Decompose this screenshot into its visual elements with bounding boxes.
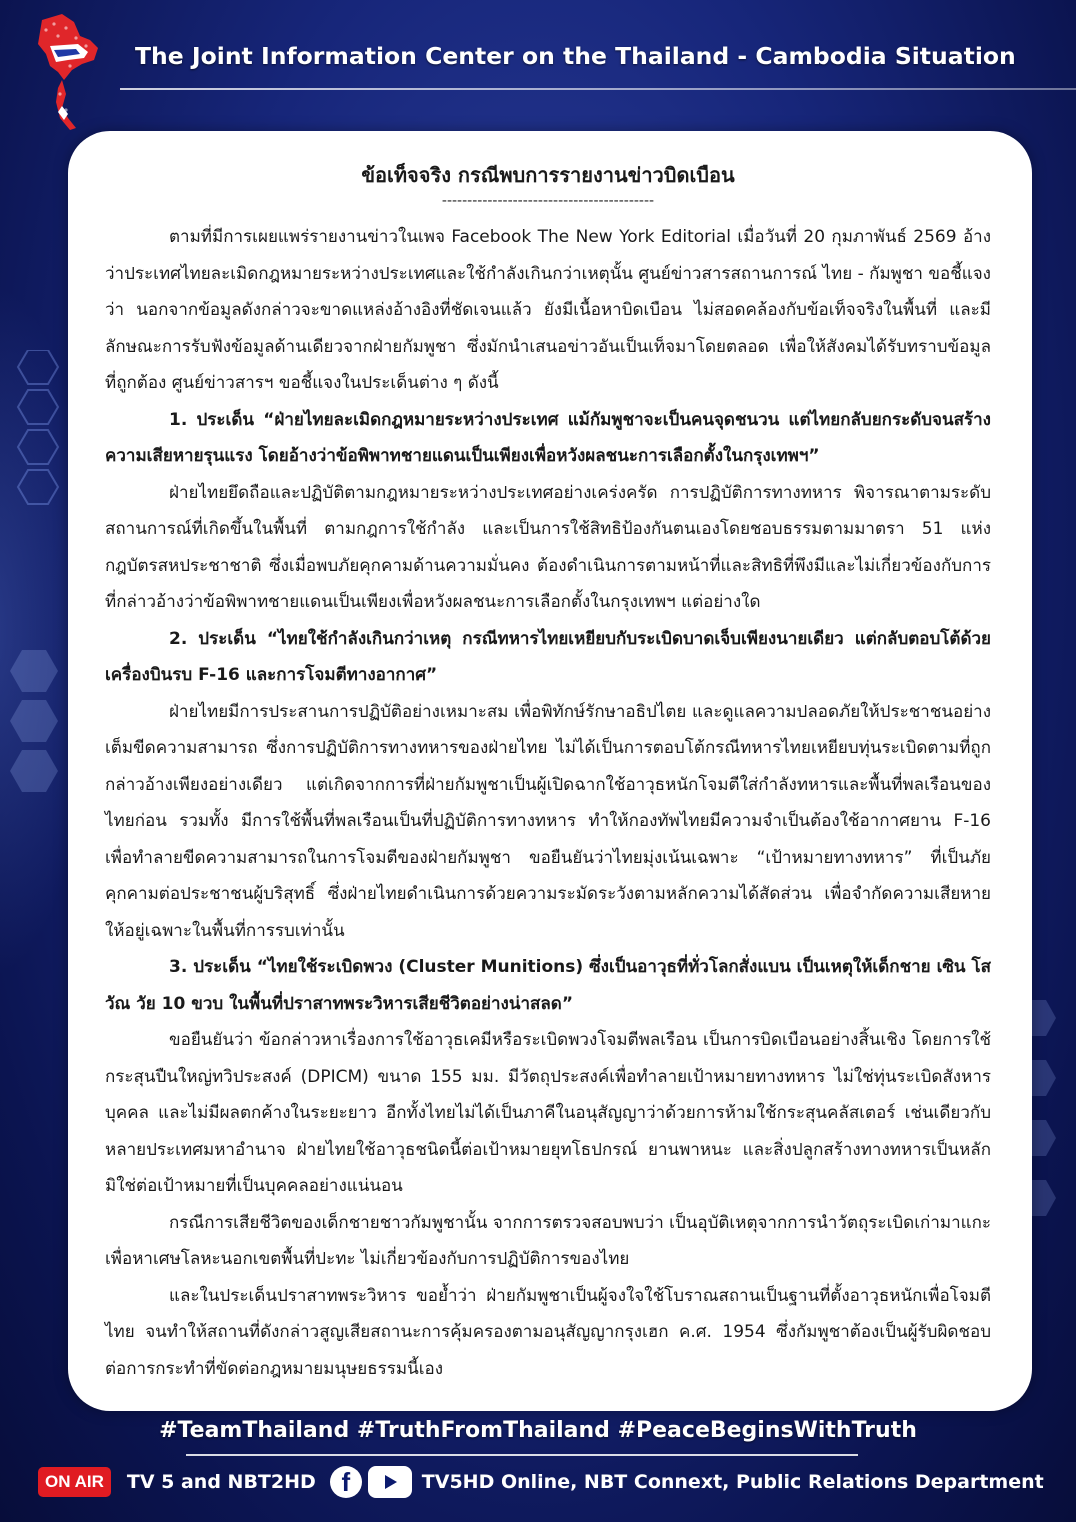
issue-2-heading: 2. ประเด็น “ไทยใช้กำลังเกินกว่าเหตุ กรณีทหารไทยเหยียบกับระเบิดบาดเจ็บเพียงนายเดียว แต่กลับตอบโต้ด้วยเครื่องบินรบ F-16 และการโจมตีทางอากาศ” [105, 628, 991, 685]
thailand-map-logo [28, 10, 108, 135]
hashtag-divider [186, 1454, 858, 1456]
footer-hashtags [0, 1418, 1076, 1443]
social-icons [330, 1466, 412, 1498]
youtube-icon [368, 1466, 412, 1498]
issue-1-heading: 1. ประเด็น “ฝ่ายไทยละเมิดกฎหมายระหว่างประเทศ แม้กัมพูชาจะเป็นคนจุดชนวน แต่ไทยกลับยกระดับจนสร้างความเสียหายรุนแรง โดยอ้างว่าข้อพิพาทชายแดนเป็นเพียงเพื่อหวังผลชนะการเลือกตั้งในกรุงเทพฯ” [105, 409, 991, 466]
header-banner [0, 0, 1076, 125]
title-dash-rule: ------------------------------------------ [441, 193, 655, 209]
broadcast-bar [38, 1463, 1048, 1501]
hashtag-line: #TeamThailand #TruthFromThailand #PeaceBeginsWithTruth [159, 1418, 917, 1443]
banner-divider [120, 88, 1076, 90]
document-body [105, 159, 991, 1387]
facebook-icon: f [330, 1466, 362, 1498]
on-air-badge: ON AIR [38, 1467, 111, 1497]
issue-2-response: ฝ่ายไทยมีการประสานการปฏิบัติอย่างเหมาะสม เพื่อพิทักษ์รักษาอธิปไตย และดูแลความปลอดภัยให้ประชาชนอย่างเต็มขีดความสามารถ ซึ่งการปฏิบัติการทางทหารของฝ่ายไทย ไม่ได้เป็นการตอบโต้กรณีทหารไทยเหยียบทุ่นระเบิดตามที่ถูกกล่าวอ้างเพียงอย่างเดียว แต่เกิดจากการที่ฝ่ายกัมพูชาเป็นผู้เปิดฉากใช้อาวุธหนักโจมตีใส่กำลังทหารและพื้นที่พลเรือนของไทยก่อน รวมทั้ง มีการใช้พื้นที่พลเรือนเป็นที่ปฏิบัติการทางทหาร ทำให้กองทัพไทยมีความจำเป็นต้องใช้อากาศยาน F-16 เพื่อทำลายขีดความสามารถในการโจมตีของฝ่ายกัมพูชา ขอยืนยันว่าไทยมุ่งเน้นเฉพาะ “เป้าหมายทางทหาร” ที่เป็นภัยคุกคามต่อประชาชนผู้บริสุทธิ์ ซึ่งฝ่ายไทยดำเนินการด้วยความระมัดระวังตามหลักความได้สัดส่วน เพื่อจำกัดความเสียหายให้อยู่เฉพาะในพื้นที่การรบเท่านั้น [105, 701, 991, 941]
intro-paragraph: ตามที่มีการเผยแพร่รายงานข่าวในเพจ Facebook The New York Editorial เมื่อวันที่ 20 กุมภาพันธ์ 2569 อ้างว่าประเทศไทยละเมิดกฎหมายระหว่างประเทศและใช้กำลังเกินกว่าเหตุนั้น ศูนย์ข่าวสารสถานการณ์ ไทย - กัมพูชา ขอชี้แจงว่า นอกจากข้อมูลดังกล่าวจะขาดแหล่งอ้างอิงที่ชัดเจนแล้ว ยังมีเนื้อหาบิดเบือน ไม่สอดคล้องกับข้อเท็จจริงในพื้นที่ และมีลักษณะการรับฟังข้อมูลด้านเดียวจากฝ่ายกัมพูชา ซึ่งมักนำเสนอข่าวอันเป็นเท็จมาโดยตลอด เพื่อให้สังคมได้รับทราบข้อมูลที่ถูกต้อง ศูนย์ข่าวสารฯ ขอชี้แจงในประเด็นต่าง ๆ ดังนี้ [105, 227, 991, 393]
document-card [68, 131, 1032, 1411]
document-title: ข้อเท็จจริง กรณีพบการรายงานข่าวบิดเบือน [361, 163, 735, 187]
child-death-paragraph: กรณีการเสียชีวิตของเด็กชายชาวกัมพูชานั้น จากการตรวจสอบพบว่า เป็นอุบัติเหตุจากการนำวัตถุระเบิดเก่ามาแกะเพื่อหาเศษโลหะนอกเขตพื้นที่ปะทะ ไม่เกี่ยวข้องกับการปฏิบัติการของไทย [105, 1212, 991, 1269]
issue-3-response: ขอยืนยันว่า ข้อกล่าวหาเรื่องการใช้อาวุธเคมีหรือระเบิดพวงโจมตีพลเรือน เป็นการบิดเบือนอย่างสิ้นเชิง โดยการใช้กระสุนปืนใหญ่ทวิประสงค์ (DPICM) ขนาด 155 มม. มีวัตถุประสงค์เพื่อทำลายเป้าหมายทางทหาร ไม่ใช่ทุ่นระเบิดสังหารบุคคล และไม่มีผลตกค้างในระยะยาว อีกทั้งไทยไม่ได้เป็นภาคีในอนุสัญญาว่าด้วยการห้ามใช้กระสุนคลัสเตอร์ เช่นเดียวกับหลายประเทศมหาอำนาจ ฝ่ายไทยใช้อาวุธชนิดนี้ต่อเป้าหมายยุทโธปกรณ์ ยานพาหนะ และสิ่งปลูกสร้างทางทหารเป็นหลัก มิใช่ต่อเป้าหมายที่เป็นบุคคลอย่างแน่นอน [105, 1030, 991, 1196]
preah-vihear-paragraph: และในประเด็นปราสาทพระวิหาร ขอย้ำว่า ฝ่ายกัมพูชาเป็นผู้จงใจใช้โบราณสถานเป็นฐานที่ตั้งอาวุธหนักเพื่อโจมตีไทย จนทำให้สถานที่ดังกล่าวสูญเสียสถานะการคุ้มครองตามอนุสัญญากรุงเฮก ค.ศ. 1954 ซึ่งกัมพูชาต้องเป็นผู้รับผิดชอบต่อการกระทำที่ขัดต่อกฎหมายมนุษยธรรมนี้เอง [105, 1285, 991, 1379]
play-icon [381, 1473, 399, 1491]
online-channels-text: TV5HD Online, NBT Connext, Public Relations Department [421, 1471, 1044, 1493]
tv-channels-text: TV 5 and NBT2HD [126, 1471, 316, 1493]
issue-1-response: ฝ่ายไทยยึดถือและปฏิบัติตามกฎหมายระหว่างประเทศอย่างเคร่งครัด การปฏิบัติการทางทหาร พิจารณาตามระดับสถานการณ์ที่เกิดขึ้นในพื้นที่ ตามกฎการใช้กำลัง และเป็นการใช้สิทธิป้องกันตนเองโดยชอบธรรมตามมาตรา 51 แห่งกฎบัตรสหประชาชาติ ซึ่งเมื่อพบภัยคุกคามด้านความมั่นคง ต้องดำเนินการตามหน้าที่และสิทธิที่พึงมีและไม่เกี่ยวข้องกับการที่กล่าวอ้างว่าข้อพิพาทชายแดนเป็นเพียงเพื่อหวังผลชนะการเลือกตั้งในกรุงเทพฯ แต่อย่างใด [105, 482, 991, 612]
issue-3-heading: 3. ประเด็น “ไทยใช้ระเบิดพวง (Cluster Munitions) ซึ่งเป็นอาวุธที่ทั่วโลกสั่งแบน เป็นเหตุให้เด็กชาย เซิน โสวัณ วัย 10 ขวบ ในพื้นที่ปราสาทพระวิหารเสียชีวิตอย่างน่าสลด” [105, 957, 991, 1014]
banner-title: The Joint Information Center on the Thailand - Cambodia Situation [135, 42, 1016, 70]
